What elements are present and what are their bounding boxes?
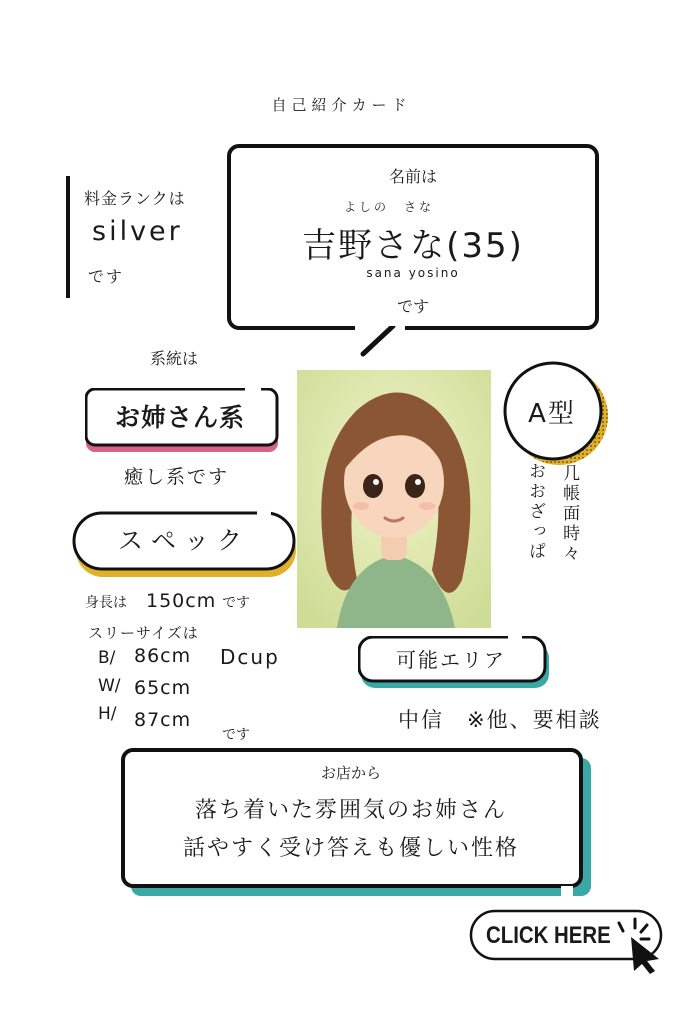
sizes-label: スリーサイズは	[88, 624, 199, 642]
cup-value: Dcup	[220, 645, 280, 669]
name-value: 吉野さな(35)	[302, 226, 524, 266]
profile-portrait	[297, 370, 491, 628]
speech-bubble-tail	[355, 326, 405, 360]
area-value: 中信 ※他、要相談	[398, 708, 602, 732]
height-label: 身長は	[85, 595, 127, 611]
rank-label: 料金ランクは	[84, 189, 186, 208]
shop-heading: お店から	[320, 764, 381, 782]
shop-comment-line-1: 落ち着いた雰囲気のお姉さん	[194, 798, 507, 823]
type-label: 系統は	[150, 349, 199, 368]
card-title: 自己紹介カード	[271, 96, 412, 114]
waist-value: 65cm	[134, 677, 192, 699]
rank-suffix: です	[88, 267, 125, 286]
blood-type-value: A型	[528, 399, 576, 429]
rank-divider	[66, 176, 70, 298]
waist-label: W/	[98, 676, 121, 696]
type-value: お姉さん系	[114, 403, 245, 432]
name-ruby: よしの さな	[344, 200, 435, 214]
click-here-label[interactable]: CLICK HERE	[486, 922, 611, 949]
bust-value: 86cm	[134, 645, 192, 667]
rank-value: silver	[92, 216, 183, 247]
personality-line-2: おおざっぱ	[525, 462, 546, 562]
bust-label: B/	[98, 648, 116, 668]
spec-heading: スペック	[117, 526, 250, 555]
sizes-suffix: です	[222, 727, 250, 743]
name-romaji: sana yosino	[366, 266, 460, 280]
name-suffix: です	[396, 297, 429, 316]
hip-label: H/	[98, 704, 117, 724]
name-label: 名前は	[388, 167, 437, 186]
type-subtext: 癒し系です	[124, 466, 230, 488]
personality-line-1: 几帳面時々	[559, 464, 580, 564]
height-suffix: です	[222, 595, 250, 611]
area-heading: 可能エリア	[396, 648, 506, 672]
hip-value: 87cm	[134, 709, 192, 731]
height-value: 150cm	[146, 590, 217, 612]
shop-comment-line-2: 話やすく受け答えも優しい性格	[182, 836, 519, 861]
